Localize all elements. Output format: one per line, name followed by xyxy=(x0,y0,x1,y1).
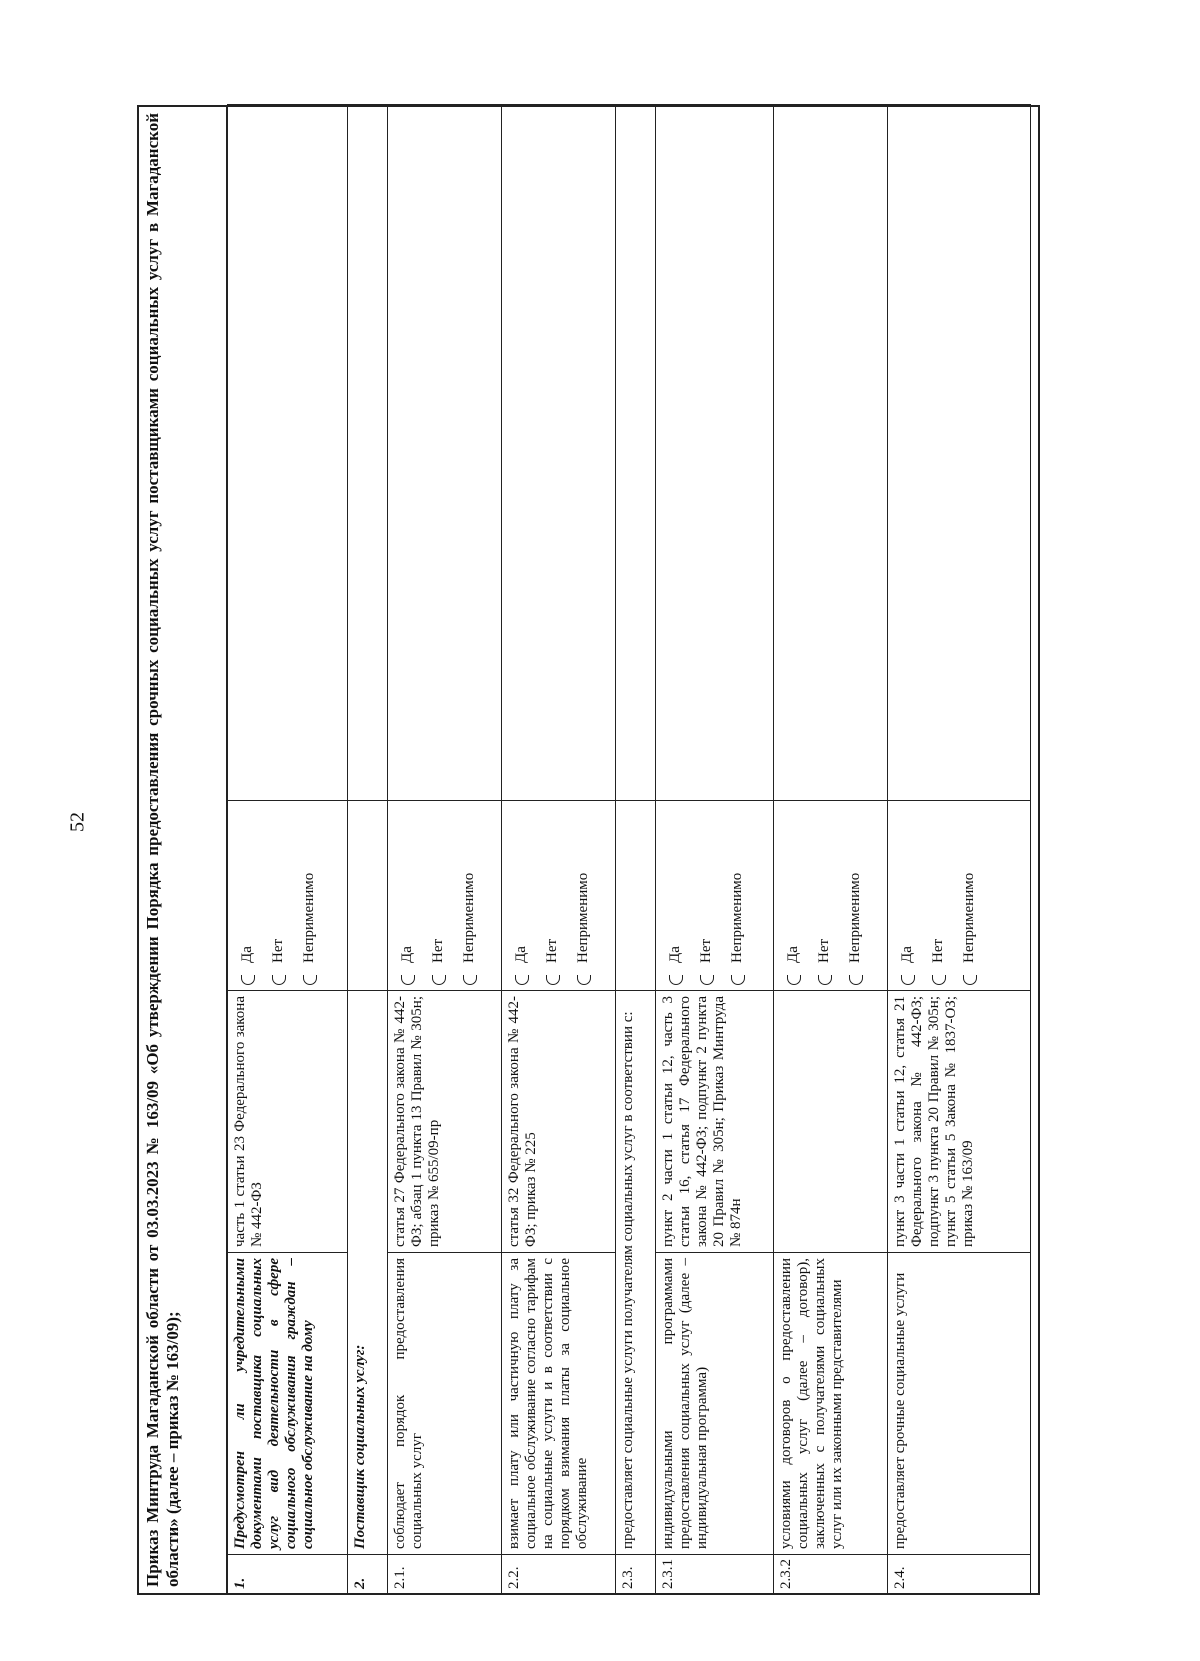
option-label: Нет xyxy=(544,938,560,963)
answer-option[interactable] xyxy=(454,806,485,985)
table-row xyxy=(656,105,774,1595)
option-label: Нет xyxy=(270,938,286,963)
option-label: Да xyxy=(513,946,529,963)
table-row xyxy=(616,105,656,1595)
legal-reference: статья 32 Федерального закона № 442-ФЗ; приказ № 225 xyxy=(502,991,616,1253)
radio-icon[interactable] xyxy=(546,975,560,985)
answer-option[interactable] xyxy=(232,806,263,985)
table-row xyxy=(228,105,348,1595)
option-label: Неприменимо xyxy=(461,872,477,963)
page-number: 52 xyxy=(66,812,89,832)
requirement-text: соблюдает порядок предоставления социальных услуг xyxy=(388,1253,502,1555)
answer-option[interactable] xyxy=(778,806,809,985)
radio-icon[interactable] xyxy=(303,975,317,985)
radio-icon[interactable] xyxy=(700,975,714,985)
answer-option[interactable] xyxy=(892,806,923,985)
requirement-text: Поставщик социальных услуг: xyxy=(348,991,388,1555)
radio-icon[interactable] xyxy=(432,975,446,985)
option-label: Да xyxy=(399,946,415,963)
option-label: Неприменимо xyxy=(961,872,977,963)
requirement-text: условиями договоров о предоставлении социальных услуг (далее – договор), заключенных с получателями социальных услуг или их законными представителями xyxy=(774,1253,888,1555)
option-label: Нет xyxy=(430,938,446,963)
answer-option[interactable] xyxy=(840,806,871,985)
radio-icon[interactable] xyxy=(901,975,915,985)
radio-icon[interactable] xyxy=(818,975,832,985)
answer-option[interactable] xyxy=(660,806,691,985)
legal-reference: статья 27 Федерального закона № 442-ФЗ; абзац 1 пункта 13 Правил № 305н; приказ № 655/09-пр xyxy=(388,991,502,1253)
notes-cell[interactable] xyxy=(774,105,888,801)
option-label: Нет xyxy=(698,938,714,963)
answer-options xyxy=(616,801,656,991)
option-label: Да xyxy=(667,946,683,963)
option-label: Неприменимо xyxy=(729,872,745,963)
radio-icon[interactable] xyxy=(401,975,415,985)
notes-cell[interactable] xyxy=(348,105,388,801)
answer-option[interactable] xyxy=(263,806,294,985)
requirement-text: предоставляет срочные социальные услуги xyxy=(888,1253,1031,1555)
option-label: Неприменимо xyxy=(301,872,317,963)
answer-option[interactable] xyxy=(954,806,985,985)
row-number: 1. xyxy=(228,1555,348,1595)
answer-option[interactable] xyxy=(294,806,325,985)
requirement-text: индивидуальными программами предоставления социальных услуг (далее – индивидуальная программа) xyxy=(656,1253,774,1555)
requirement-text: взимает плату или частичную плату за социальное обслуживание согласно тарифам на социальные услуги и в соответствии с порядком взимания платы за социальное обслуживание xyxy=(502,1253,616,1555)
option-label: Нет xyxy=(930,938,946,963)
table-row xyxy=(388,105,502,1595)
notes-cell[interactable] xyxy=(502,105,616,801)
row-number: 2. xyxy=(348,1555,388,1595)
row-number: 2.1. xyxy=(388,1555,502,1595)
answer-option[interactable] xyxy=(392,806,423,985)
option-label: Да xyxy=(785,946,801,963)
radio-icon[interactable] xyxy=(669,975,683,985)
notes-cell[interactable] xyxy=(656,105,774,801)
answer-option[interactable] xyxy=(809,806,840,985)
row-number: 2.3. xyxy=(616,1555,656,1595)
row-number: 2.2. xyxy=(502,1555,616,1595)
row-number: 2.3.1 xyxy=(656,1555,774,1595)
legal-reference xyxy=(774,991,888,1253)
answer-options xyxy=(502,801,616,991)
radio-icon[interactable] xyxy=(849,975,863,985)
answer-options xyxy=(774,801,888,991)
answer-options xyxy=(656,801,774,991)
answer-option[interactable] xyxy=(722,806,753,985)
answer-option[interactable] xyxy=(923,806,954,985)
radio-icon[interactable] xyxy=(463,975,477,985)
radio-icon[interactable] xyxy=(515,975,529,985)
document-header: Приказ Минтруда Магаданской области от 03.03.2023 № 163/09 «Об утверждении Порядка предоставления срочных социальных услуг поставщиками социальных услуг в Магаданской области» (далее – приказ № 163/09); xyxy=(137,105,227,1595)
notes-cell[interactable] xyxy=(388,105,502,801)
row-number: 2.3.2 xyxy=(774,1555,888,1595)
requirement-text: Предусмотрен ли учредительными документами поставщика социальных услуг вид деятельности в сфере социального обслуживания граждан – социальное обслуживание на дому xyxy=(228,1253,348,1555)
answer-option[interactable] xyxy=(568,806,599,985)
legal-reference: пункт 3 части 1 статьи 12, статья 21 Федерального закона № 442-ФЗ; подпункт 3 пункта 20 Правил № 305н; пункт 5 статьи 5 Закона № 1837-ОЗ; приказ № 163/09 xyxy=(888,991,1031,1253)
option-label: Да xyxy=(899,946,915,963)
checklist-table xyxy=(227,104,1031,1595)
answer-option[interactable] xyxy=(506,806,537,985)
rotated-sheet xyxy=(137,113,1137,1595)
legal-reference: часть 1 статьи 23 Федерального закона № 442-ФЗ xyxy=(228,991,348,1253)
radio-icon[interactable] xyxy=(241,975,255,985)
row-number: 2.4. xyxy=(888,1555,1031,1595)
option-label: Неприменимо xyxy=(575,872,591,963)
notes-cell[interactable] xyxy=(228,105,348,801)
table-row xyxy=(502,105,616,1595)
answer-options xyxy=(388,801,502,991)
radio-icon[interactable] xyxy=(932,975,946,985)
notes-cell[interactable] xyxy=(888,105,1031,801)
table-row xyxy=(348,105,388,1595)
radio-icon[interactable] xyxy=(787,975,801,985)
table-row xyxy=(888,105,1031,1595)
table-row xyxy=(774,105,888,1595)
radio-icon[interactable] xyxy=(731,975,745,985)
notes-cell[interactable] xyxy=(616,105,656,801)
answer-option[interactable] xyxy=(691,806,722,985)
requirement-text: предоставляет социальные услуги получателям социальных услуг в соответствии с: xyxy=(616,991,656,1555)
answer-option[interactable] xyxy=(537,806,568,985)
legal-reference: пункт 2 части 1 статьи 12, часть 3 статьи 16, статья 17 Федерального закона № 442-ФЗ; подпункт 2 пункта 20 Правил № 305н; Приказ Минтруда № 874н xyxy=(656,991,774,1253)
radio-icon[interactable] xyxy=(577,975,591,985)
option-label: Да xyxy=(239,946,255,963)
option-label: Неприменимо xyxy=(847,872,863,963)
answer-options xyxy=(348,801,388,991)
answer-option[interactable] xyxy=(423,806,454,985)
radio-icon[interactable] xyxy=(963,975,977,985)
answer-options xyxy=(228,801,348,991)
answer-options xyxy=(888,801,1031,991)
option-label: Нет xyxy=(816,938,832,963)
radio-icon[interactable] xyxy=(272,975,286,985)
